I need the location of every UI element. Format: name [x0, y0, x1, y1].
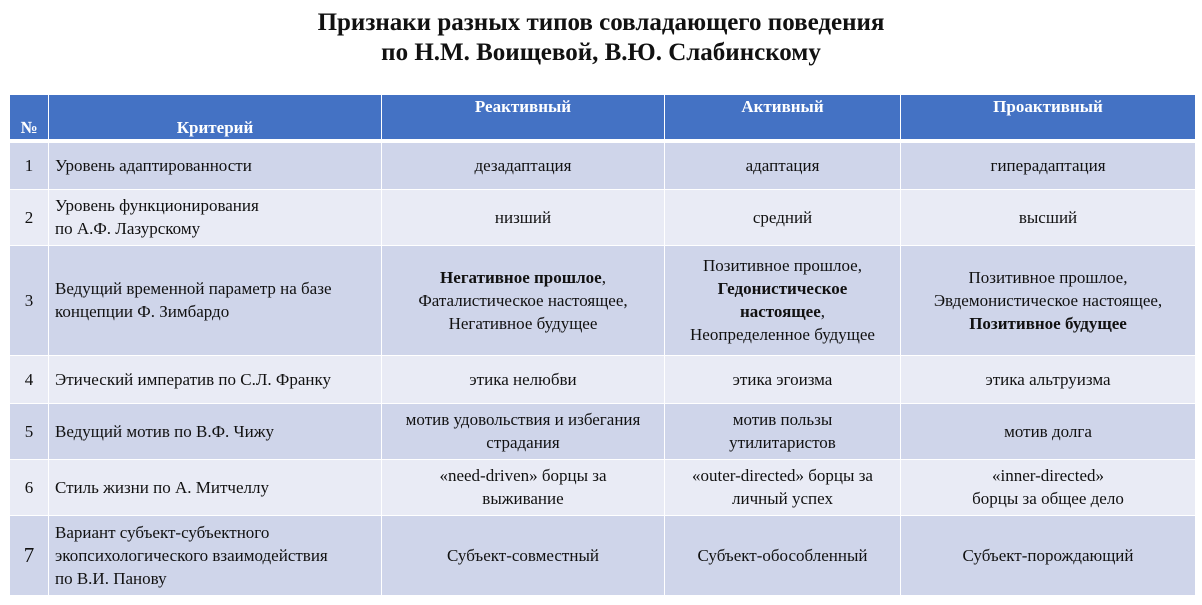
cell-reactive	[382, 403, 665, 459]
row-number: 4	[10, 355, 49, 403]
criterion-line: экопсихологического взаимодействия	[55, 545, 328, 565]
header-active: Активный	[665, 95, 901, 142]
table-row	[10, 189, 1196, 245]
cell-proactive: гиперадаптация	[901, 141, 1196, 189]
criterion-line: Ведущий мотив по В.Ф. Чижу	[55, 421, 274, 441]
row-criterion	[49, 355, 382, 403]
emphasis-text: настоящее	[739, 302, 821, 321]
cell-active: средний	[665, 189, 901, 245]
cell-proactive	[901, 459, 1196, 515]
coping-behavior-table	[9, 94, 1196, 596]
cell-reactive: Субъект-совместный	[382, 515, 665, 595]
cell-active: адаптация	[665, 141, 901, 189]
header-criterion: Критерий	[49, 95, 382, 142]
row-number: 2	[10, 189, 49, 245]
cell-line: Эвдемонистическое настоящее,	[933, 290, 1163, 310]
criterion-line: Стиль жизни по А. Митчеллу	[55, 477, 269, 497]
emphasis-text: Позитивное будущее	[969, 313, 1127, 333]
emphasis-text: Гедонистическое	[717, 279, 848, 298]
emphasis-text: Негативное прошлое	[440, 267, 602, 287]
cell-proactive	[901, 245, 1196, 355]
cell-line: «need-driven» борцы за	[439, 466, 607, 485]
cell-proactive: Субъект-порождающий	[901, 515, 1196, 595]
table-row	[10, 403, 1196, 459]
criterion-line: Уровень адаптированности	[55, 156, 252, 176]
table-row	[10, 515, 1196, 595]
cell-line: Фаталистическое настоящее,	[418, 290, 628, 310]
cell-active	[665, 245, 901, 355]
table-row	[10, 245, 1196, 355]
table-row	[10, 355, 1196, 403]
row-number: 1	[10, 141, 49, 189]
cell-proactive: этика альтруизма	[901, 355, 1196, 403]
table-row	[10, 459, 1196, 515]
cell-line: Позитивное прошлое,	[968, 267, 1128, 287]
cell-line: утилитаристов	[729, 433, 836, 452]
criterion-line: по А.Ф. Лазурскому	[55, 219, 201, 238]
cell-active	[665, 403, 901, 459]
header-num: №	[10, 95, 49, 142]
title-line-1: Признаки разных типов совладающего поведения	[317, 9, 885, 36]
row-criterion	[49, 245, 382, 355]
criterion-line: концепции Ф. Зимбардо	[55, 302, 230, 321]
cell-line: страдания	[486, 433, 560, 452]
row-number: 7	[10, 515, 49, 595]
criterion-line: Этический императив по С.Л. Франку	[55, 369, 331, 389]
table-row	[10, 141, 1196, 189]
table-header-row	[10, 95, 1196, 142]
cell-line: «outer-directed» борцы за	[692, 466, 873, 485]
header-reactive: Реактивный	[382, 95, 665, 142]
row-criterion	[49, 459, 382, 515]
row-number: 5	[10, 403, 49, 459]
cell-active: Субъект-обособленный	[665, 515, 901, 595]
cell-reactive	[382, 245, 665, 355]
row-criterion	[49, 403, 382, 459]
cell-line: Негативное будущее	[448, 313, 598, 333]
punctuation: ,	[820, 302, 826, 321]
row-number: 3	[10, 245, 49, 355]
cell-reactive: этика нелюбви	[382, 355, 665, 403]
row-criterion	[49, 141, 382, 189]
cell-line: борцы за общее дело	[972, 489, 1124, 508]
cell-line: Неопределенное будущее	[690, 325, 875, 344]
cell-active: этика эгоизма	[665, 355, 901, 403]
cell-reactive	[382, 459, 665, 515]
cell-active	[665, 459, 901, 515]
cell-reactive: дезадаптация	[382, 141, 665, 189]
criterion-line: Уровень функционирования	[55, 196, 259, 215]
cell-line: мотив удовольствия и избегания	[405, 410, 641, 429]
cell-proactive: высший	[901, 189, 1196, 245]
page-title	[0, 8, 1202, 68]
criterion-line: Вариант субъект-субъектного	[55, 522, 270, 542]
cell-line: «inner-directed»	[992, 466, 1104, 485]
cell-line: Позитивное прошлое,	[703, 256, 862, 275]
criterion-line: Ведущий временной параметр на базе	[55, 279, 332, 298]
cell-line: личный успех	[732, 489, 833, 508]
cell-line: мотив пользы	[732, 410, 833, 429]
punctuation: ,	[601, 267, 606, 287]
row-number: 6	[10, 459, 49, 515]
cell-reactive: низший	[382, 189, 665, 245]
cell-proactive: мотив долга	[901, 403, 1196, 459]
row-criterion	[49, 515, 382, 595]
header-proactive: Проактивный	[901, 95, 1196, 142]
cell-line: выживание	[482, 489, 564, 508]
title-line-2: по Н.М. Воищевой, В.Ю. Слабинскому	[381, 39, 821, 66]
criterion-line: по В.И. Панову	[55, 568, 167, 588]
row-criterion	[49, 189, 382, 245]
